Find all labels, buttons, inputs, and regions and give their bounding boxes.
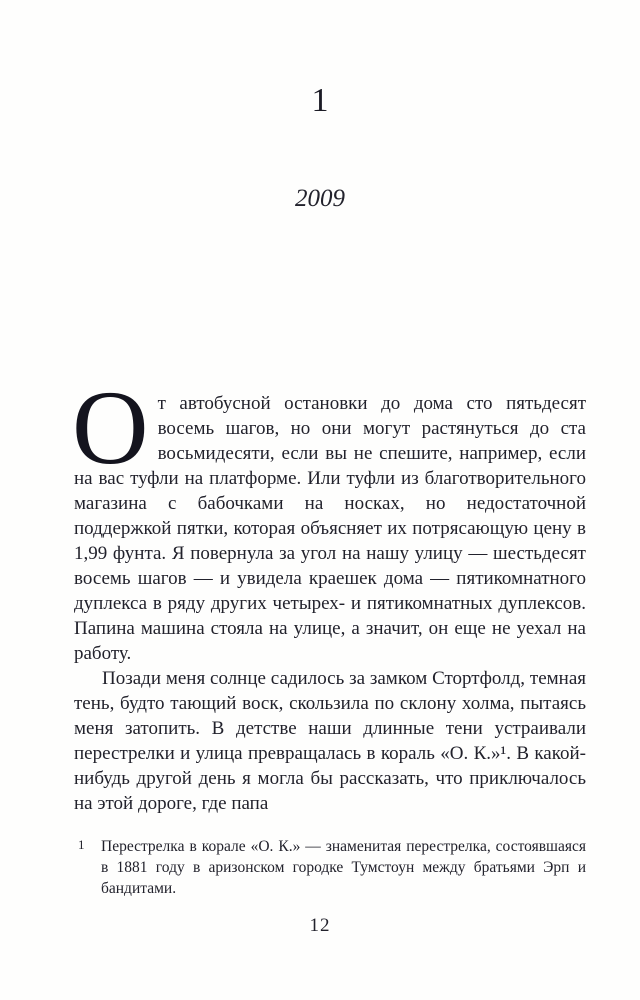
dropcap-letter: О: [72, 369, 149, 486]
page-number: 12: [309, 915, 331, 936]
paragraph-first: [72, 369, 586, 666]
paragraph-second: Позади меня солнце садилось за замком Стортфолд, темная тень, будто тающий воск, скользила по склону холма, пытаясь меня затопить. В детстве наши длинные тени устраивали перестрелки и улица превращалась в кораль «О. К.»¹. В какой-нибудь другой день я могла бы рассказать, что приключалось на этой дороге, где папа: [74, 668, 586, 814]
paragraph-first-text: т автобусной остановки до дома сто пятьдесят восемь шагов, но они могут растянуться до ста восьмидесяти, если вы не спешите, например, если на вас туфли на платформе. Или туфли из благотворительного магазина с бабочками на носках, но недостаточной поддержкой пятки, которая объясняет их потрясающую цену в 1,99 фунта. Я повернула за угол на нашу улицу — шестьдесят восемь шагов — и увидела краешек дома — пятикомнатного дуплекса в ряду других четырех- и пятикомнатных дуплексов. Папина машина стояла на улице, а значит, он еще не уехал на работу.: [74, 393, 586, 664]
footnote: [74, 836, 586, 899]
chapter-number: 1: [311, 82, 329, 119]
chapter-year: 2009: [295, 185, 345, 212]
body-text: [72, 369, 586, 816]
footnote-text: Перестрелка в корале «О. К.» — знаменитая перестрелка, состоявшаяся в 1881 году в аризонском городке Тумстоун между братьями Эрп и бандитами.: [101, 838, 586, 897]
footnote-marker: 1: [78, 837, 85, 852]
